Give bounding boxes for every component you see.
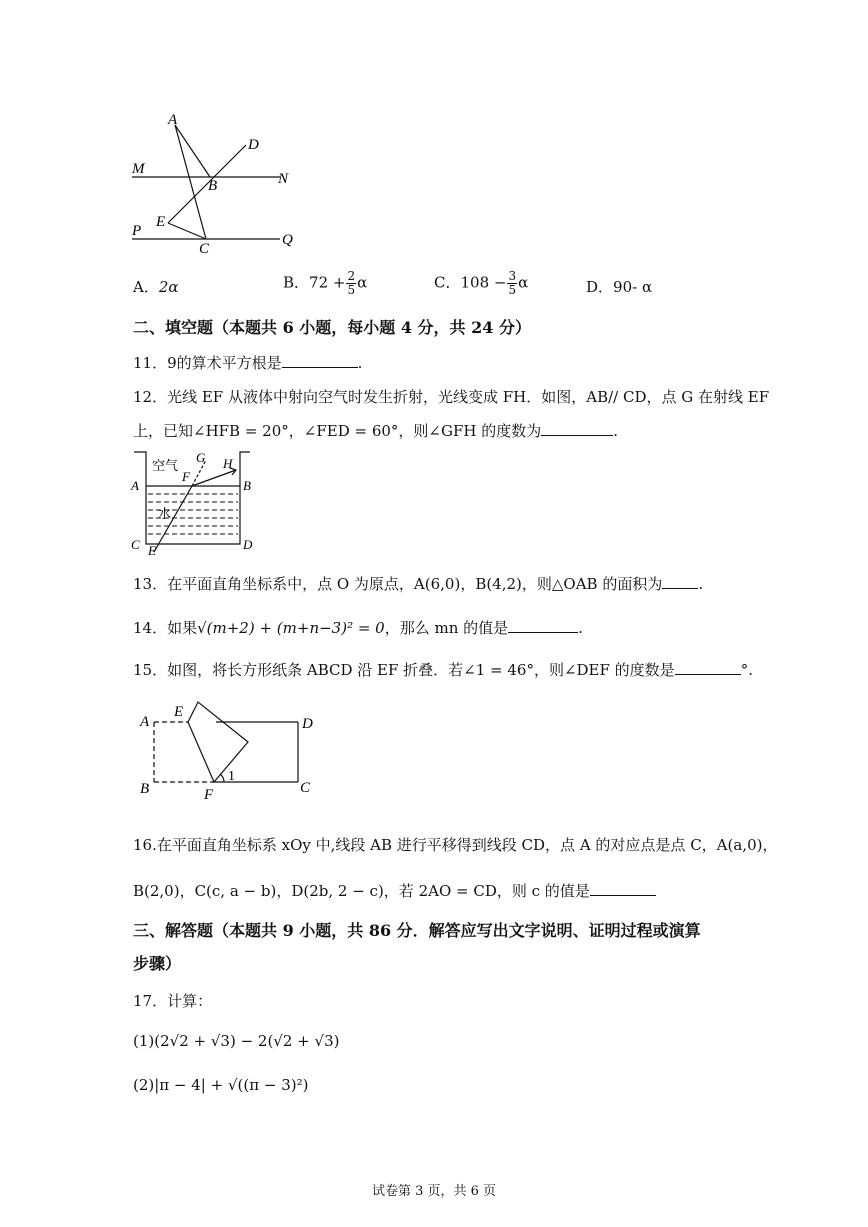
label-A: A	[168, 112, 178, 128]
question-text: 13．在平面直角坐标系中，点 O 为原点，A(6,0)，B(4,2)，则△OAB 的面积为	[133, 575, 663, 593]
q10-option-c	[434, 270, 528, 297]
label-C: C	[199, 241, 210, 257]
segment-ac	[175, 125, 206, 239]
label-P: P	[132, 223, 142, 239]
angle-1-arc	[220, 774, 224, 782]
label-C: C	[300, 780, 311, 796]
label-Q: Q	[282, 232, 293, 248]
option-label: B．	[283, 273, 310, 292]
label-M: M	[132, 161, 145, 177]
section-2-title: 二、填空题（本题共 6 小题，每小题 4 分，共 24 分）	[133, 318, 531, 337]
section-3-title-line-1: 三、解答题（本题共 9 小题，共 86 分．解答应写出文字说明、证明过程或演算	[133, 921, 701, 940]
option-text: 108 −	[460, 273, 507, 292]
answer-blank	[662, 574, 698, 589]
question-end: .	[578, 619, 583, 637]
label-E: E	[174, 704, 184, 720]
label-D: D	[243, 537, 253, 552]
question-11	[133, 352, 362, 374]
fraction	[507, 270, 517, 297]
option-label: D．	[586, 278, 614, 296]
question-text: 上，已知∠HFB = 20°，∠FED = 60°，则∠GFH 的度数为	[133, 422, 542, 440]
question-16-line-2	[133, 880, 656, 902]
line-ed	[168, 145, 246, 223]
answer-blank	[590, 881, 656, 896]
question-end: .	[613, 422, 619, 440]
fraction	[346, 270, 356, 297]
q10-option-a	[133, 276, 179, 298]
option-tail: α	[357, 273, 368, 292]
option-text: 72 +	[309, 273, 346, 292]
option-text: 90- α	[613, 278, 653, 296]
ray-fh	[192, 470, 236, 486]
label-N: N	[278, 171, 289, 187]
question-text: 11．9的算术平方根是	[133, 354, 282, 372]
figure-q12	[128, 448, 268, 560]
folded-part	[188, 702, 248, 782]
label-F: F	[182, 469, 190, 484]
numerator: 3	[508, 269, 517, 283]
question-15	[133, 659, 753, 681]
label-B: B	[140, 781, 150, 797]
label-water: 水	[158, 506, 172, 521]
label-E: E	[148, 543, 156, 558]
label-B: B	[208, 178, 218, 194]
option-text: 2α	[158, 278, 179, 296]
figure-q15	[136, 696, 326, 804]
question-text: B(2,0)，C(c, a − b)，D(2b, 2 − c)，若 2AO = CD，则 c 的值是	[133, 882, 590, 900]
label-G: G	[196, 450, 206, 465]
answer-blank	[508, 618, 578, 633]
label-F: F	[204, 787, 214, 803]
denominator: 5	[508, 283, 517, 297]
question-text: ，那么 mn 的值是	[384, 619, 509, 637]
question-16-line-1: 16.在平面直角坐标系 xOy 中,线段 AB 进行平移得到线段 CD，点 A 的对应点是点 C，A(a,0)，	[133, 836, 778, 854]
label-A: A	[131, 478, 139, 493]
label-D: D	[302, 716, 313, 732]
segment-ab	[175, 125, 210, 177]
answer-blank	[675, 660, 741, 675]
label-D: D	[248, 137, 259, 153]
question-14	[133, 617, 583, 639]
segment-ec	[168, 223, 206, 239]
question-17-part-1: (1)(2√2 + √3) − 2(√2 + √3)	[133, 1032, 340, 1050]
denominator: 5	[347, 283, 356, 297]
label-angle-1: 1	[228, 769, 235, 784]
question-12-line-2	[133, 420, 618, 442]
label-B: B	[243, 478, 251, 493]
numerator: 2	[347, 269, 356, 283]
label-E: E	[156, 214, 166, 230]
option-label: C．	[434, 273, 461, 292]
question-17-part-2: (2)|π − 4| + √((π − 3)²)	[133, 1076, 309, 1094]
label-A: A	[140, 714, 150, 730]
question-17: 17．计算：	[133, 992, 213, 1010]
equation: √(m+2) + (m+n−3)² = 0	[197, 619, 385, 637]
label-air: 空气	[152, 458, 179, 473]
question-end: .	[698, 575, 704, 593]
question-text: 15．如图，将长方形纸条 ABCD 沿 EF 折叠．若∠1 = 46°，则∠DEF 的度数是	[133, 661, 675, 679]
option-tail: α	[518, 273, 529, 292]
question-text: 14．如果	[133, 619, 198, 637]
page-footer: 试卷第 3 页，共 6 页	[371, 1184, 497, 1199]
question-end: .	[357, 354, 363, 372]
figure-q10	[120, 105, 310, 265]
q10-option-d	[586, 276, 652, 298]
label-H: H	[223, 456, 233, 471]
q10-option-b	[283, 270, 367, 297]
answer-blank	[282, 353, 358, 368]
section-3-title-line-2: 步骤）	[133, 954, 182, 973]
question-13	[133, 573, 703, 595]
question-12-line-1: 12．光线 EF 从液体中射向空气时发生折射，光线变成 FH．如图，AB// CD，点 G 在射线 EF	[133, 388, 770, 406]
answer-blank	[541, 421, 613, 436]
q10-options	[133, 269, 733, 302]
option-label: A．	[133, 278, 159, 296]
label-C: C	[131, 537, 140, 552]
question-end: °.	[740, 661, 753, 679]
